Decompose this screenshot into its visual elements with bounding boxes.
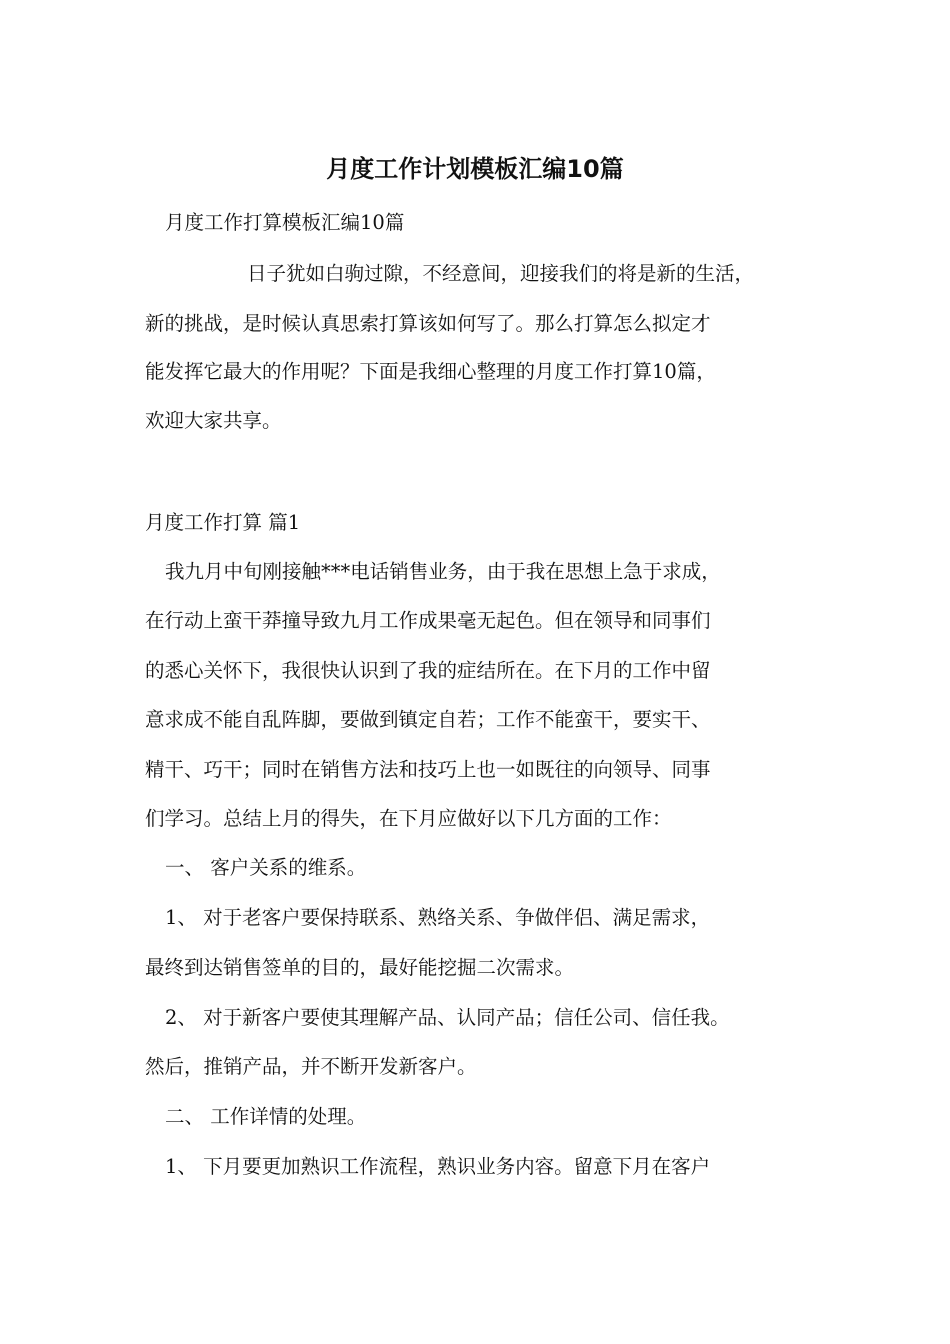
body-line: 然后，推销产品，并不断开发新客户。 <box>145 1055 477 1078</box>
intro-line: 欢迎大家共享。 <box>145 409 282 432</box>
body-line: 在行动上蛮干莽撞导致九月工作成果毫无起色。但在领导和同事们 <box>145 609 711 632</box>
body-line: 最终到达销售签单的目的，最好能挖掘二次需求。 <box>145 956 575 979</box>
body-line: 1、 对于老客户要保持联系、熟络关系、争做伴侣、满足需求， <box>165 906 711 929</box>
body-line: 一、 客户关系的维系。 <box>165 856 367 879</box>
intro-line: 日子犹如白驹过隙，不经意间，迎接我们的将是新的生活， <box>247 262 755 285</box>
document-subtitle: 月度工作打算模板汇编10篇 <box>165 211 405 234</box>
body-line: 二、 工作详情的处理。 <box>165 1105 367 1128</box>
body-line: 的悉心关怀下，我很快认识到了我的症结所在。在下月的工作中留 <box>145 659 711 682</box>
document-title: 月度工作计划模板汇编10篇 <box>326 155 624 183</box>
body-line: 2、 对于新客户要使其理解产品、认同产品；信任公司、信任我。 <box>165 1006 730 1029</box>
body-line: 意求成不能自乱阵脚，要做到镇定自若；工作不能蛮干，要实干、 <box>145 708 711 731</box>
intro-line: 能发挥它最大的作用呢？下面是我细心整理的月度工作打算10篇， <box>145 360 716 383</box>
section-heading: 月度工作打算 篇1 <box>145 511 301 534</box>
body-line: 1、 下月要更加熟识工作流程，熟识业务内容。留意下月在客户 <box>165 1155 711 1178</box>
body-line: 们学习。总结上月的得失，在下月应做好以下几方面的工作： <box>145 807 672 830</box>
body-line: 精干、巧干；同时在销售方法和技巧上也一如既往的向领导、同事 <box>145 758 711 781</box>
intro-line: 新的挑战，是时候认真思索打算该如何写了。那么打算怎么拟定才 <box>145 312 711 335</box>
body-line: 我九月中旬刚接触***电话销售业务，由于我在思想上急于求成， <box>165 560 721 583</box>
